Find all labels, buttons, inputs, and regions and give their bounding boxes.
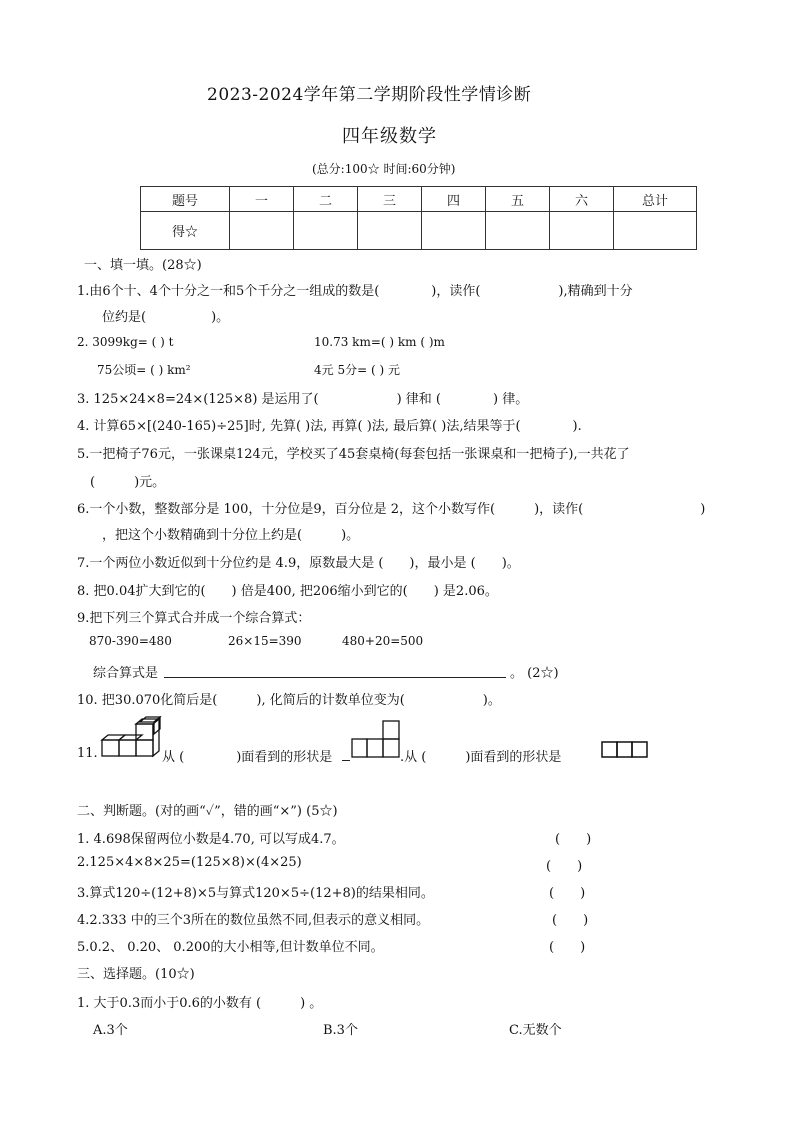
question-11-number: 11. (77, 746, 98, 761)
judge-bracket[interactable]: ( ) (549, 940, 586, 955)
q9-answer-label: 综合算式是 (93, 666, 159, 681)
exam-info: (总分:100☆ 时间:60分钟) (312, 162, 456, 176)
view-shape-row-icon (600, 740, 650, 760)
score-header-cell: 六 (550, 187, 614, 212)
judge-item: 3.算式120÷(12+8)×5与算式120×5÷(12+8)的结果相同。 (77, 886, 434, 901)
score-header-cell: 总计 (614, 187, 697, 212)
question-1a: 1.由6个十、4个十分之一和5个千分之一组成的数是( )，读作( ),精确到十分 (77, 284, 633, 299)
question-5b: ( )元。 (90, 475, 166, 490)
score-header-cell: 题号 (141, 187, 230, 212)
score-header-cell: 四 (422, 187, 486, 212)
q11-blank-underscore (342, 760, 350, 761)
question-1b: 位约是( )。 (102, 310, 230, 325)
score-header-cell: 三 (358, 187, 422, 212)
choice-question-1: 1. 大于0.3而小于0.6的小数有 ( ) 。 (77, 996, 323, 1011)
judge-item: 5.0.2、 0.20、 0.200的大小相等,但计数单位不同。 (77, 940, 384, 955)
score-cell[interactable] (614, 212, 697, 250)
question-6a: 6.一个小数，整数部分是 100，十分位是9，百分位是 2，这个小数写作( )，读作( ) (77, 502, 706, 517)
score-row-label: 得☆ (141, 212, 230, 250)
score-cell[interactable] (294, 212, 358, 250)
question-8: 8. 把0.04扩大到它的( ) 倍是400, 把206缩小到它的( ) 是2.06。 (77, 584, 498, 599)
question-5a: 5.一把椅子76元，一张课桌124元，学校买了45套桌椅(每套包括一张课桌和一把椅子),一共花了 (77, 447, 630, 462)
q9-end: 。 (2☆) (510, 666, 559, 681)
choice-option-c[interactable]: C.无数个 (509, 1023, 562, 1038)
judge-item: 4.2.333 中的三个3所在的数位虽然不同,但表示的意义相同。 (77, 913, 430, 928)
score-cell[interactable] (230, 212, 294, 250)
choice-option-a[interactable]: A.3个 (93, 1023, 128, 1038)
judge-bracket[interactable]: ( ) (549, 886, 586, 901)
score-table-header-row (141, 187, 697, 212)
score-header-cell: 一 (230, 187, 294, 212)
exam-title: 2023-2024学年第二学期阶段性学情诊断 (207, 85, 532, 105)
question-2a-right: 10.73 km=( ) km ( )m (314, 335, 445, 349)
exam-subtitle: 四年级数学 (342, 126, 437, 147)
question-7: 7.一个两位小数近似到十分位约是 4.9，原数最大是 ( )，最小是 ( )。 (77, 556, 520, 571)
judge-bracket[interactable]: ( ) (552, 913, 589, 928)
q9-answer-blank[interactable] (164, 662, 506, 678)
choice-option-b[interactable]: B.3个 (323, 1023, 358, 1038)
q9-expression: 870-390=480 (89, 634, 172, 648)
score-cell[interactable] (422, 212, 486, 250)
score-cell[interactable] (358, 212, 422, 250)
judge-bracket[interactable]: ( ) (546, 859, 583, 874)
cube-stack-figure-icon (100, 716, 162, 758)
q9-expression: 26×15=390 (228, 634, 302, 648)
judge-item: 2.125×4×8×25=(125×8)×(4×25) (77, 855, 302, 870)
score-header-cell: 五 (486, 187, 550, 212)
question-2b-left: 75公顷= ( ) km² (97, 363, 191, 377)
score-cell[interactable] (550, 212, 614, 250)
score-table-score-row (141, 212, 697, 250)
question-9: 9.把下列三个算式合并成一个综合算式： (77, 611, 311, 626)
score-header-cell: 二 (294, 187, 358, 212)
question-11-dot: .从 ( )面看到的形状是 (400, 750, 562, 765)
view-shape-l-icon (351, 720, 401, 760)
section2-heading: 二、判断题。(对的画“✓”，错的画“×”) (5☆) (77, 804, 338, 819)
question-11-mid: 从 ( )面看到的形状是 (162, 750, 333, 765)
question-6b: ，把这个小数精确到十分位上约是( )。 (102, 528, 360, 543)
section3-heading: 三、选择题。(10☆) (77, 967, 195, 982)
question-10: 10. 把30.070化简后是( ), 化简后的计数单位变为( )。 (77, 693, 501, 708)
judge-item: 1. 4.698保留两位小数是4.70, 可以写成4.7。 (77, 832, 345, 847)
section1-heading: 一、填一填。(28☆) (84, 258, 202, 273)
score-table (140, 186, 697, 250)
question-2a-left: 2. 3099kg= ( ) t (77, 335, 174, 349)
question-2b-right: 4元 5分= ( ) 元 (314, 363, 400, 377)
question-4: 4. 计算65×[(240-165)÷25]时, 先算( )法, 再算( )法, 最后算( )法,结果等于( ). (77, 419, 582, 434)
q9-expression: 480+20=500 (342, 634, 424, 648)
question-3: 3. 125×24×8=24×(125×8) 是运用了( ) 律和 ( ) 律。 (77, 392, 529, 407)
score-cell[interactable] (486, 212, 550, 250)
judge-bracket[interactable]: ( ) (555, 832, 592, 847)
